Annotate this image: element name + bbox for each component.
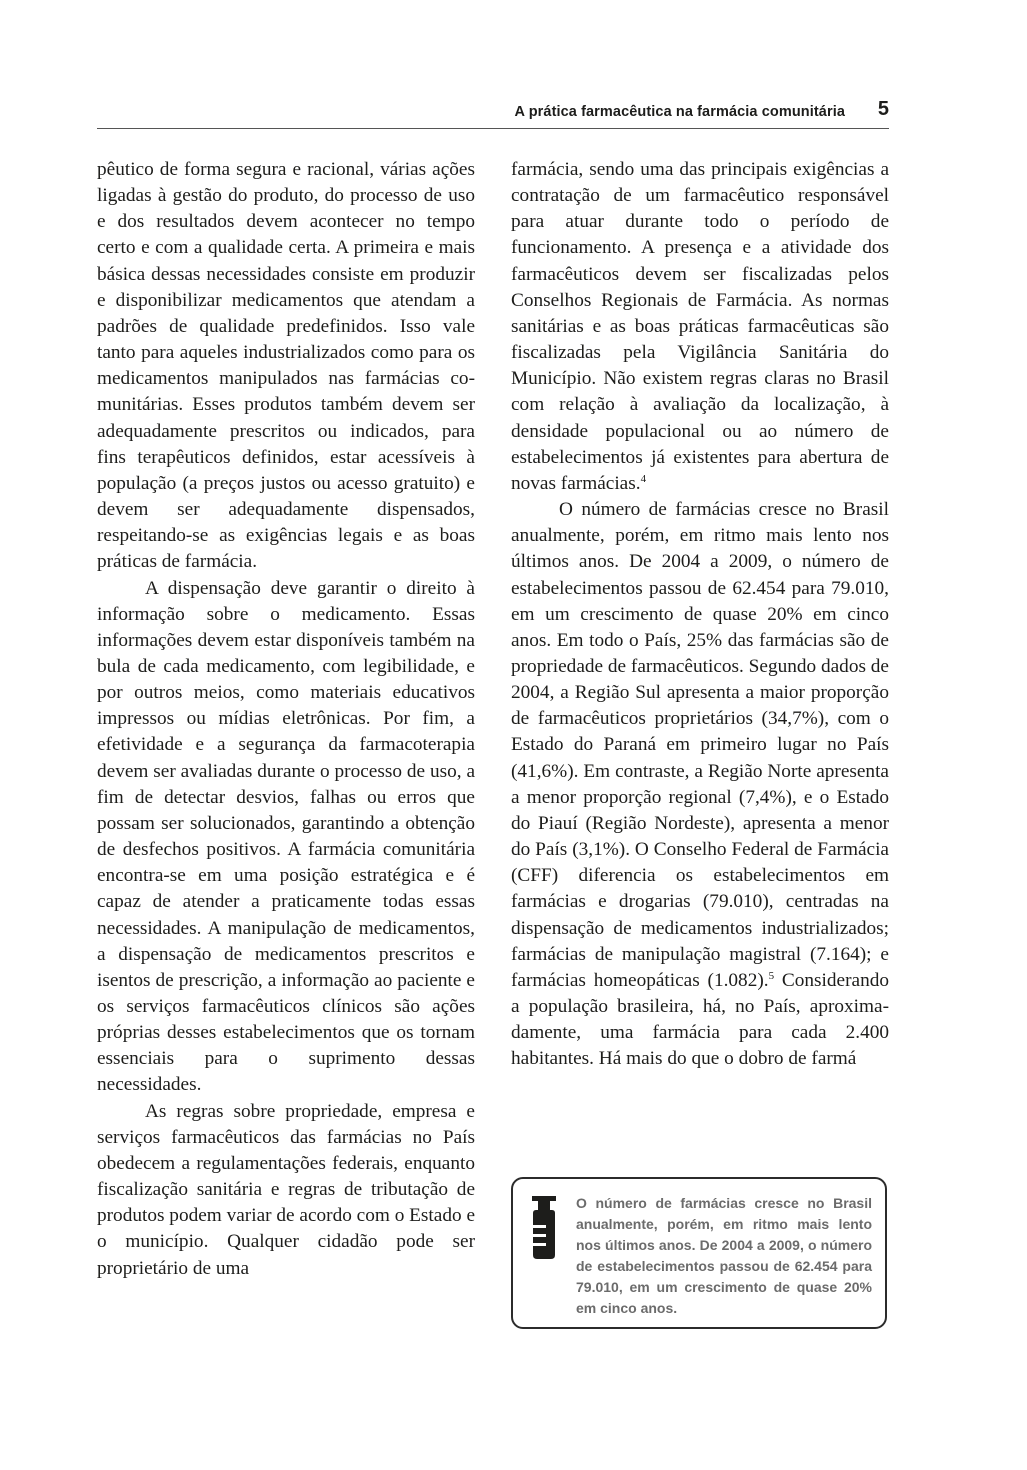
left-column [97,157,475,1282]
footnote-ref: 5 [768,969,775,982]
running-header [97,100,889,129]
paragraph-text: Considerando a população brasileira, há, no País, aproximadamente, uma farmácia para cada 2.400 habitantes. Há mais do que o dobro de farmá [511,969,889,1070]
footnote-ref: 4 [640,472,647,485]
paragraph: pêutico de forma segura e racional, várias ações ligadas à gestão do produto, do processo de uso e dos resultados devem acontecer no tempo certo e com a qualidade certa. A primeira e mais básica dessas necessidades consiste em produzir e disponibilizar medicamentos que atendam a padrões de qualidade predefinidos. Isso vale tanto para aqueles industrializados como para os medicamentos manipulados nas farmácias comunitárias. Esses produtos também devem ser adequadamente prescritos ou indicados, para fins terapêuticos definidos, estar acessíveis à população (a preços justos ou acesso gratuito) e devem ser adequadamente dispensados, respeitando-se as exigências legais e as boas práticas de farmácia. [97,159,475,573]
paragraph [511,157,889,497]
page-number: 5 [877,98,889,120]
pharmacy-bottle-icon [527,1193,561,1263]
paragraph-text: farmácia, sendo uma das principais exigências a contratação de um farmacêutico responsável para atuar durante todo o período de funcionamento. A presença e a atividade dos farmacêuticos devem ser fiscalizadas pelos Conselhos Regionais de Farmácia. As normas sanitárias e as boas práticas farmacêuticas são fiscalizadas pela Vigilância Sanitária do Município. Não existem regras claras no Brasil com relação à avaliação da localização, à densidade populacional ou ao número de estabelecimentos já existentes para abertura de novas farmácias. [511,159,889,494]
right-column [511,157,889,1072]
paragraph: As regras sobre propriedade, empresa e serviços farmacêuticos das farmácias no País obedecem a regulamentações federais, enquanto fiscalização sanitária e regras de tributação de produtos podem variar de acordo com o Estado e o município. Qualquer cidadão pode ser proprietário de uma [97,1100,476,1279]
callout-box [511,1177,887,1329]
running-title: A prática farmacêutica na farmácia comunitária [514,104,845,120]
paragraph: A dispensação deve garantir o direito à informação sobre o medicamento. Essas informações devem estar disponíveis também na bula de cada medicamento, com legibilidade, e por outros meios, como materiais educativos impressos ou mídias eletrônicas. Por fim, a efetividade e a segurança da farmacoterapia devem ser avaliadas durante o processo de uso, a fim de detectar desvios, falhas ou erros que possam ser solucionados, garantindo a obtenção de desfechos positivos. A farmácia comunitária encontra-se em uma posição estratégica e é capaz de atender a praticamente todas essas necessidades. A manipulação de medicamentos, a dispensação de medicamentos prescritos e isentos de prescrição, a informação ao paciente e os serviços farmacêuticos clínicos são ações próprias desses estabelecimentos que os tornam essenciais para o suprimento dessas necessidades. [97,577,475,1096]
paragraph-text: O número de farmácias cresce no Brasil anualmente, porém, em ritmo mais lento nos últimos anos. De 2004 a 2009, o número de estabelecimentos passou de 62.454 para 79.010, em um crescimento de quase 20% em cinco anos. Em todo o País, 25% das farmácias são de propriedade de farmacêuticos. Segundo dados de 2004, a Região Sul apresenta a maior proporção de farmacêuticos proprietários (34,7%), com o Estado do Paraná em primeiro lugar no País (41,6%). Em contraste, a Região Norte apresenta a menor proporção regional (7,4%), e o Estado do Piauí (Região Nordeste), apresenta a menor do País (3,1%). O Conselho Federal de Farmácia (CFF) diferencia os estabelecimentos em farmácias e drogarias (79.010), centradas na dispensação de medicamentos industrializados; farmácias de manipulação magistral (7.164); e farmácias homeopáticas (1.082). [511,499,889,991]
callout-text: O número de farmácias cresce no Brasil anualmente, porém, em ritmo mais lento nos últimos anos. De 2004 a 2009, o número de estabelecimentos passou de 62.454 para 79.010, em um crescimento de quase 20% em cinco anos. [576,1195,872,1316]
paragraph [511,497,889,1072]
